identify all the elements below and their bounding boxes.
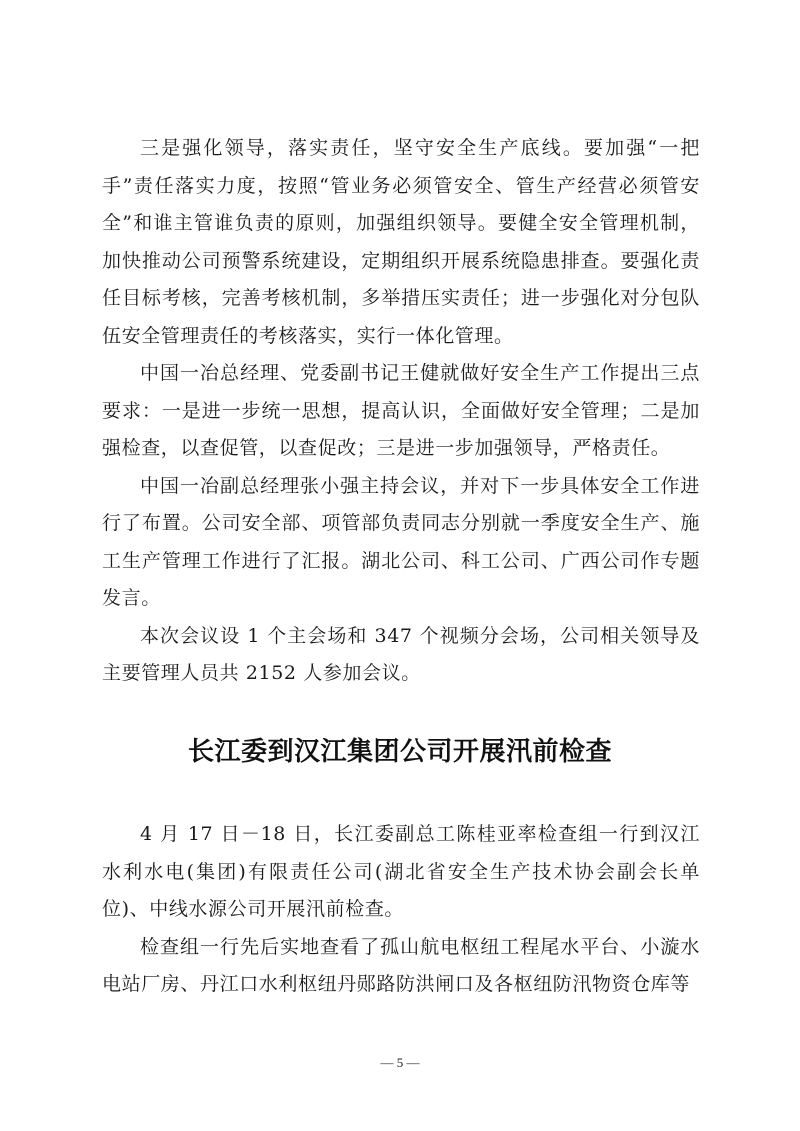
article-body: [102, 816, 700, 1004]
previous-article-body: [102, 130, 700, 693]
body-paragraph: 4 月 17 日－18 日，长江委副总工陈桂亚率检查组一行到汉江水利水电(集团)有限责任公司(湖北省安全生产技术协会副会长单位)、中线水源公司开展汛前检查。: [102, 823, 700, 920]
body-paragraph: 本次会议设 1 个主会场和 347 个视频分会场，公司相关领导及主要管理人员共 2152 人参加会议。: [102, 624, 700, 684]
body-paragraph: 检查组一行先后实地查看了孤山航电枢纽工程尾水平台、小漩水电站厂房、丹江口水利枢纽丹郧路防洪闸口及各枢纽防汛物资仓库等: [102, 935, 700, 995]
body-paragraph: 三是强化领导，落实责任，坚守安全生产底线。要加强“一把手”责任落实力度，按照“管业务必须管安全、管生产经营必须管安全”和谁主管谁负责的原则，加强组织领导。要健全安全管理机制，加快推动公司预警系统建设，定期组织开展系统隐患排查。要强化责任目标考核，完善考核机制，多举措压实责任；进一步强化对分包队伍安全管理责任的考核落实，实行一体化管理。: [102, 137, 700, 347]
body-paragraph: 中国一冶总经理、党委副书记王健就做好安全生产工作提出三点要求：一是进一步统一思想，提高认识，全面做好安全管理；二是加强检查，以查促管，以查促改；三是进一步加强领导，严格责任。: [102, 362, 700, 459]
article-title: 长江委到汉江集团公司开展汛前检查: [187, 737, 612, 767]
body-paragraph: 中国一冶副总经理张小强主持会议，并对下一步具体安全工作进行了布置。公司安全部、项管部负责同志分别就一季度安全生产、施工生产管理工作进行了汇报。湖北公司、科工公司、广西公司作专题发言。: [102, 474, 700, 609]
page-number: — 5 —: [380, 1055, 420, 1070]
